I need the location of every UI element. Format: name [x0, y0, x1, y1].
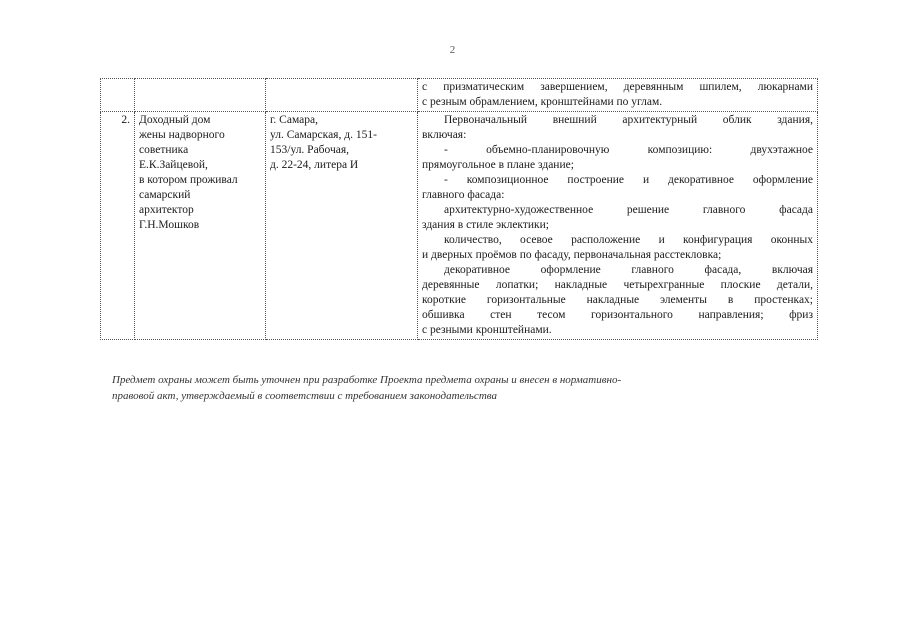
description-line: короткие горизонтальные накладные элементы в простенках;	[422, 294, 813, 306]
description-line: обшивка стен тесом горизонтального направления; фриз	[422, 309, 813, 321]
description-line: архитектурно-художественное решение главного фасада	[444, 204, 813, 216]
object-name-line: в котором проживал	[139, 174, 238, 186]
object-name-line: Е.К.Зайцевой,	[139, 159, 208, 171]
footnote-line: Предмет охраны может быть уточнен при разработке Проекта предмета охраны и внесен в нормативно-	[112, 374, 622, 386]
description-line: главного фасада:	[422, 189, 505, 201]
description-line: количество, осевое расположение и конфигурация оконных	[444, 234, 813, 246]
footnote	[112, 372, 792, 404]
description-line: прямоугольное в плане здание;	[422, 159, 574, 171]
description-line: Первоначальный внешний архитектурный облик здания,	[444, 114, 813, 126]
footnote-line: правовой акт, утверждаемый в соответствии с требованием законодательства	[112, 390, 497, 402]
row-continued-address-cell	[266, 79, 418, 112]
object-address-line: 153/ул. Рабочая,	[270, 144, 350, 156]
object-name-line: Доходный дом	[139, 114, 211, 126]
object-name-line: советника	[139, 144, 189, 156]
object-address-line: г. Самара,	[270, 114, 318, 126]
description-line: - композиционное построение и декоративное оформление	[444, 174, 813, 186]
description-line: деревянные лопатки; накладные четырехгранные плоские детали,	[422, 279, 813, 291]
object-name-line: жены надворного	[139, 129, 225, 141]
object-name-line: самарский	[139, 189, 191, 201]
object-address-line: ул. Самарская, д. 151-	[270, 129, 377, 141]
heritage-objects-table	[100, 78, 818, 340]
description-line: с призматическим завершением, деревянным шпилем, люкарнами	[422, 81, 813, 93]
description-line: и дверных проёмов по фасаду, первоначальная расстекловка;	[422, 249, 722, 261]
description-line: - объемно-планировочную композицию: двухэтажное	[444, 144, 813, 156]
description-line: с резным обрамлением, кронштейнами по углам.	[422, 96, 663, 108]
row-continued-description-cell	[418, 79, 818, 112]
description-line: здания в стиле эклектики;	[422, 219, 549, 231]
row-continued-name-cell	[135, 79, 266, 112]
description-line: включая:	[422, 129, 467, 141]
description-line: декоративное оформление главного фасада, включая	[444, 264, 813, 276]
object-name-cell	[135, 112, 266, 340]
object-address-cell	[266, 112, 418, 340]
object-name-line: Г.Н.Мошков	[139, 219, 200, 231]
page-number: 2	[449, 44, 456, 56]
object-address-line: д. 22-24, литера И	[270, 159, 359, 171]
object-name-line: архитектор	[139, 204, 194, 216]
protection-subject-cell	[418, 112, 818, 340]
row-continued-number-cell	[101, 79, 135, 112]
description-line: с резными кронштейнами.	[422, 324, 552, 336]
row-number-cell: 2.	[101, 112, 135, 340]
table-row-2	[101, 112, 818, 340]
table-row-continued	[101, 79, 818, 112]
